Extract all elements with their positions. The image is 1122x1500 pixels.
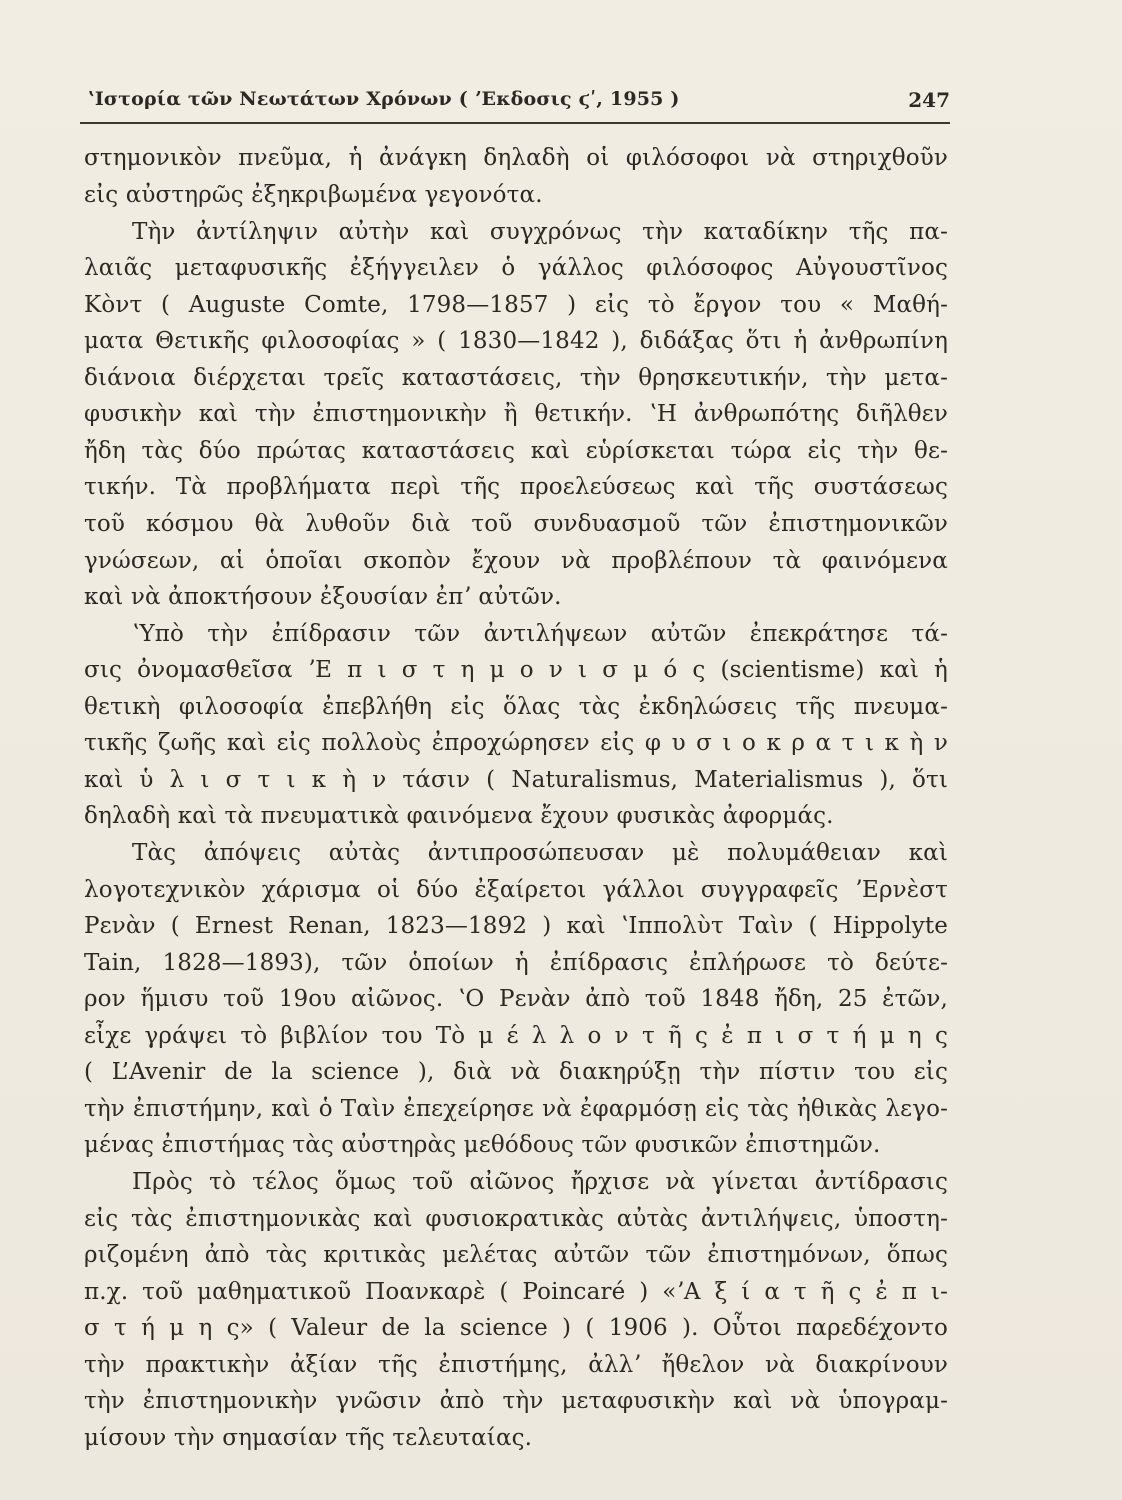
- text-line: Κὸντ ( Auguste Comte, 1798—1857 ) εἰς τὸ ἔργον του « Μαθή-: [84, 292, 948, 318]
- text-line: λαιᾶς μεταφυσικῆς ἐξήγγειλεν ὁ γάλλος φιλόσοφος Αὐγουστῖνος: [84, 255, 948, 281]
- text-line: λογοτεχνικὸν χάρισμα οἱ δύο ἐξαίρετοι γάλλοι συγγραφεῖς ʼΕρνὲστ: [84, 877, 948, 903]
- text-line: ριζομένη ἀπὸ τὰς κριτικὰς μελέτας αὐτῶν τῶν ἐπιστημόνων, ὅπως: [84, 1242, 948, 1268]
- text-line: εἰς τὰς ἐπιστημονικὰς καὶ φυσιοκρατικὰς αὐτὰς ἀντιλήψεις, ὑποστη-: [84, 1206, 948, 1232]
- text-line: διάνοια διέρχεται τρεῖς καταστάσεις, τὴν θρησκευτικήν, τὴν μετα-: [84, 365, 948, 391]
- text-line: φυσικὴν καὶ τὴν ἐπιστημονικὴν ἢ θετικήν. ʽΗ ἀνθρωπότης διῆλθεν: [84, 401, 948, 427]
- text-line: τὴν πρακτικὴν ἀξίαν τῆς ἐπιστήμης, ἀλλʼ ἤθελον νὰ διακρίνουν: [84, 1352, 948, 1378]
- text-line: εἰς αὐστηρῶς ἐξηκριβωμένα γεγονότα.: [84, 182, 543, 208]
- text-line: τικήν. Τὰ προβλήματα περὶ τῆς προελεύσεως καὶ τῆς συστάσεως: [84, 474, 948, 500]
- text-line: ἤδη τὰς δύο πρώτας καταστάσεις καὶ εὑρίσκεται τώρα εἰς τὴν θε-: [84, 438, 948, 464]
- text-line: μένας ἐπιστήμας τὰς αὐστηρὰς μεθόδους τῶν φυσικῶν ἐπιστημῶν.: [84, 1132, 881, 1158]
- text-line: δηλαδὴ καὶ τὰ πνευματικὰ φαινόμενα ἔχουν φυσικὰς ἀφορμάς.: [84, 803, 834, 829]
- text-line: θετικὴ φιλοσοφία ἐπεβλήθη εἰς ὅλας τὰς ἐκδηλώσεις τῆς πνευμα-: [84, 694, 948, 720]
- text-line: π.χ. τοῦ μαθηματικοῦ Ποανκαρὲ ( Poincaré ) «ʼΑ ξ ί α τ ῆ ς ἐ π ι-: [84, 1279, 948, 1305]
- text-line: σις ὀνομασθεῖσα ʼΕ π ι σ τ η μ ο ν ι σ μ ό ς (scientisme) καὶ ἡ: [84, 657, 948, 683]
- text-line: καὶ ὑ λ ι σ τ ι κ ὴ ν τάσιν ( Naturalismus, Materialismus ), ὅτι: [84, 767, 948, 793]
- text-line: Tain, 1828—1893), τῶν ὁποίων ἡ ἐπίδρασις ἐπλήρωσε τὸ δεύτε-: [84, 950, 948, 976]
- text-line: εἶχε γράψει τὸ βιβλίον του Τὸ μ έ λ λ ο ν τ ῆ ς ἐ π ι σ τ ή μ η ς: [84, 1023, 948, 1049]
- text-line: ρον ἥμισυ τοῦ 19ου αἰῶνος. ʽΟ Ρενὰν ἀπὸ τοῦ 1848 ἤδη, 25 ἐτῶν,: [84, 986, 948, 1012]
- text-line: μίσουν τὴν σημασίαν τῆς τελευταίας.: [84, 1425, 533, 1451]
- text-line: σ τ ή μ η ς» ( Valeur de la science ) ( 1906 ). Οὗτοι παρεδέχοντο: [84, 1315, 948, 1341]
- text-line: ματα Θετικῆς φιλοσοφίας » ( 1830—1842 ), διδάξας ὅτι ἡ ἀνθρωπίνη: [84, 328, 948, 354]
- text-line: στημονικὸν πνεῦμα, ἡ ἀνάγκη δηλαδὴ οἱ φιλόσοφοι νὰ στηριχθοῦν: [84, 145, 948, 171]
- page-number: 247: [908, 88, 950, 112]
- text-line: Τὰς ἀπόψεις αὐτὰς ἀντιπροσώπευσαν μὲ πολυμάθειαν καὶ: [132, 840, 948, 866]
- text-line: τὴν ἐπιστήμην, καὶ ὁ Ταὶν ἐπεχείρησε νὰ ἐφαρμόσῃ εἰς τὰς ἠθικὰς λεγο-: [84, 1096, 948, 1122]
- text-line: καὶ νὰ ἀποκτήσουν ἐξουσίαν ἐπʼ αὐτῶν.: [84, 584, 562, 610]
- text-line: γνώσεων, αἱ ὁποῖαι σκοπὸν ἔχουν νὰ προβλέπουν τὰ φαινόμενα: [84, 548, 948, 574]
- text-line: τὴν ἐπιστημονικὴν γνῶσιν ἀπὸ τὴν μεταφυσικὴν καὶ νὰ ὑπογραμ-: [84, 1388, 948, 1414]
- text-line: ( L’Avenir de la science ), διὰ νὰ διακηρύξῃ τὴν πίστιν του εἰς: [84, 1059, 948, 1085]
- text-line: ʽΥπὸ τὴν ἐπίδρασιν τῶν ἀντιλήψεων αὐτῶν ἐπεκράτησε τά-: [132, 621, 948, 647]
- body-text: [84, 144, 948, 1451]
- text-line: τικῆς ζωῆς καὶ εἰς πολλοὺς ἐπροχώρησεν εἰς φ υ σ ι ο κ ρ α τ ι κ ὴ ν: [84, 730, 948, 756]
- text-line: Πρὸς τὸ τέλος ὅμως τοῦ αἰῶνος ἤρχισε νὰ γίνεται ἀντίδρασις: [132, 1169, 948, 1195]
- running-title: ʽΙστορία τῶν Νεωτάτων Χρόνων ( ʼΕκδοσις ϛʹ, 1955 ): [88, 88, 680, 110]
- running-header: [80, 88, 950, 124]
- text-line: Ρενὰν ( Ernest Renan, 1823—1892 ) καὶ ʽΙππολὺτ Ταὶν ( Hippolyte: [84, 913, 948, 939]
- text-line: τοῦ κόσμου θὰ λυθοῦν διὰ τοῦ συνδυασμοῦ τῶν ἐπιστημονικῶν: [84, 511, 948, 537]
- text-line: Τὴν ἀντίληψιν αὐτὴν καὶ συγχρόνως τὴν καταδίκην τῆς πα-: [132, 219, 948, 245]
